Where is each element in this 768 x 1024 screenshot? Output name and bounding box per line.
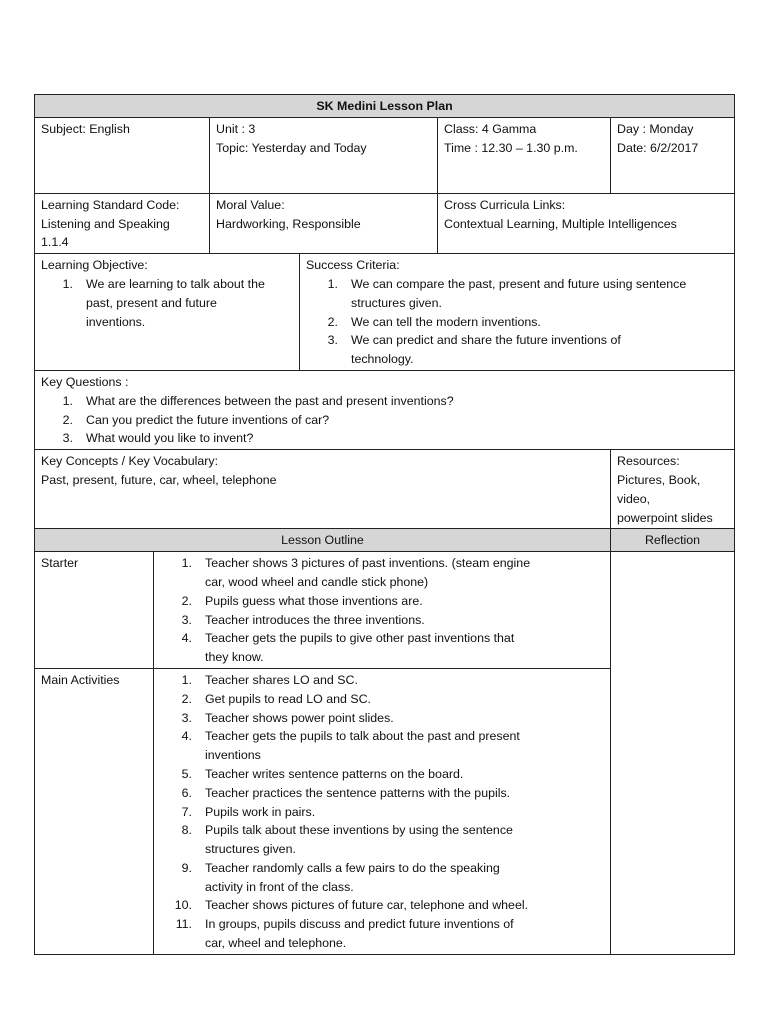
key-questions-row [35,370,735,449]
subject-text: Subject: English [41,121,130,136]
lesson-plan-title: SK Medini Lesson Plan [35,95,735,118]
time-text: Time : 12.30 – 1.30 p.m. [444,140,578,155]
list-number: 7. [181,804,192,819]
date-text: Date: 6/2/2017 [617,140,699,155]
main-activities-label: Main Activities [35,668,154,954]
list-item [160,554,604,592]
class-time-cell [438,117,611,193]
key-concepts-cell [35,450,611,529]
key-questions-list [41,392,728,448]
list-item [41,429,728,448]
list-number: 2. [62,412,73,427]
list-item-text: technology. [351,352,414,367]
list-number: 2. [181,593,192,608]
main-activities-list [160,671,604,953]
list-item [160,765,604,784]
list-number: 1. [62,276,73,291]
topic-text: Topic: Yesterday and Today [216,140,367,155]
cross-curricula-label: Cross Curricula Links: [444,197,566,212]
list-number: 4. [181,729,192,744]
list-number: 1. [62,393,73,408]
concepts-resources-row [35,450,735,529]
list-item-text: Teacher shows pictures of future car, telephone and wheel. [205,898,529,913]
list-item-text: activity in front of the class. [205,879,354,894]
success-criteria-cell [300,254,735,371]
list-item [306,275,728,313]
list-item-text: We can compare the past, present and future using sentence [351,276,687,291]
list-item-text: structures given. [351,295,442,310]
header-info-row [35,117,735,193]
list-item-text: Teacher introduces the three inventions. [205,612,425,627]
list-number: 1. [181,672,192,687]
list-item-text: Teacher shows 3 pictures of past inventions. (steam engine [205,556,531,571]
list-item-text: Teacher writes sentence patterns on the board. [205,766,464,781]
list-number: 1. [181,556,192,571]
list-item-text: inventions. [86,314,146,329]
key-concepts-text: Past, present, future, car, wheel, telephone [41,472,277,487]
list-item [160,727,604,765]
list-item-text: What would you like to invent? [86,431,254,446]
list-item-text: car, wheel and telephone. [205,936,347,951]
moral-value-label: Moral Value: [216,197,285,212]
learning-objective-label: Learning Objective: [41,258,148,273]
list-number: 11. [175,917,192,932]
list-item [41,275,293,331]
list-item-text: Get pupils to read LO and SC. [205,691,371,706]
resources-text: Pictures, Book, video, [617,472,701,506]
starter-row [35,552,735,669]
list-item [160,915,604,953]
list-number: 8. [181,823,192,838]
list-number: 3. [181,612,192,627]
list-number: 10. [174,898,192,913]
list-number: 2. [327,314,338,329]
day-date-cell [611,117,735,193]
list-item-text: We can tell the modern inventions. [351,314,541,329]
list-item-text: inventions [205,748,261,763]
list-number: 5. [181,766,192,781]
list-item-text: Pupils talk about these inventions by using the sentence [205,823,513,838]
title-row [35,95,735,118]
reflection-cell [611,552,735,955]
list-item-text: structures given. [205,842,296,857]
list-item [306,313,728,332]
learning-standard-code: 1.1.4 [41,235,69,250]
list-item-text: Teacher shares LO and SC. [205,672,358,687]
standards-row [35,193,735,253]
subject-cell [35,117,210,193]
objective-criteria-row [35,254,735,371]
lesson-outline-header: Lesson Outline [35,529,611,552]
list-number: 2. [181,691,192,706]
list-item [160,671,604,690]
reflection-header: Reflection [611,529,735,552]
list-item-text: Teacher randomly calls a few pairs to do the speaking [205,860,500,875]
success-criteria-label: Success Criteria: [306,258,400,273]
list-item [160,821,604,859]
success-criteria-list [306,275,728,369]
learning-standard-cell [35,193,210,253]
list-item-text: Teacher gets the pupils to talk about the past and present [205,729,520,744]
key-questions-cell [35,370,735,449]
list-item [160,859,604,897]
list-number: 3. [62,431,73,446]
starter-steps-list [160,554,604,667]
unit-text: Unit : 3 [216,121,256,136]
list-number: 3. [327,333,338,348]
list-number: 1. [327,276,338,291]
main-activities-steps-cell [154,668,611,954]
list-item [160,803,604,822]
list-number: 9. [181,860,192,875]
moral-value-text: Hardworking, Responsible [216,216,361,231]
list-number: 3. [181,710,192,725]
learning-standard-label: Learning Standard Code: [41,197,180,212]
starter-label: Starter [35,552,154,669]
list-number: 4. [181,631,192,646]
list-number: 6. [181,785,192,800]
list-item-text: Pupils guess what those inventions are. [205,593,423,608]
cross-curricula-cell [438,193,735,253]
list-item [160,629,604,667]
list-item [160,592,604,611]
list-item [160,690,604,709]
list-item-text: they know. [205,650,264,665]
list-item-text: What are the differences between the past and present inventions? [86,393,454,408]
key-questions-label: Key Questions : [41,374,129,389]
list-item [160,709,604,728]
list-item [160,896,604,915]
starter-steps-cell [154,552,611,669]
list-item [41,392,728,411]
learning-objective-list [41,275,293,331]
list-item-text: past, present and future [86,295,217,310]
resources-cell [611,450,735,529]
day-text: Day : Monday [617,121,694,136]
list-item [160,784,604,803]
lesson-plan-table [34,94,735,955]
key-concepts-label: Key Concepts / Key Vocabulary: [41,454,219,469]
list-item-text: Teacher practices the sentence patterns with the pupils. [205,785,511,800]
list-item [306,331,728,369]
unit-topic-cell [210,117,438,193]
list-item-text: Can you predict the future inventions of car? [86,412,330,427]
learning-objective-cell [35,254,300,371]
cross-curricula-text: Contextual Learning, Multiple Intelligences [444,216,677,231]
class-text: Class: 4 Gamma [444,121,537,136]
list-item-text: We are learning to talk about the [86,276,265,291]
list-item-text: We can predict and share the future inventions of [351,333,621,348]
list-item-text: In groups, pupils discuss and predict future inventions of [205,917,514,932]
list-item-text: Pupils work in pairs. [205,804,316,819]
list-item-text: Teacher shows power point slides. [205,710,394,725]
list-item [160,611,604,630]
outline-header-row [35,529,735,552]
learning-standard-skill: Listening and Speaking [41,216,170,231]
resources-text: powerpoint slides [617,510,713,525]
resources-label: Resources: [617,454,680,469]
moral-value-cell [210,193,438,253]
list-item-text: Teacher gets the pupils to give other past inventions that [205,631,515,646]
list-item-text: car, wood wheel and candle stick phone) [205,574,429,589]
list-item [41,411,728,430]
